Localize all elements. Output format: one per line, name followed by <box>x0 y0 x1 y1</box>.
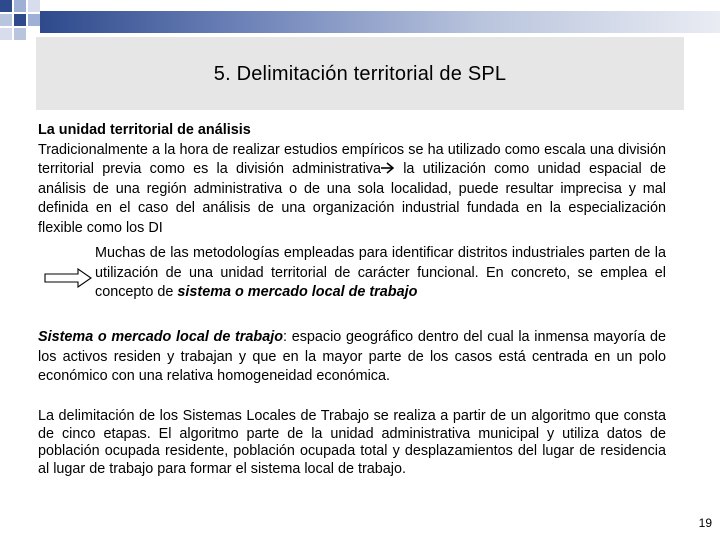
deco-square <box>14 14 26 26</box>
page-number: 19 <box>698 516 712 530</box>
deco-square <box>14 28 26 40</box>
section-definition <box>38 328 666 387</box>
paragraph-text: Tradicionalmente a la hora de realizar estudios empíricos se ha utilizado como escala una división territorial previa como es la división administrativa <box>38 141 666 178</box>
deco-square <box>0 28 12 40</box>
indented-paragraph <box>95 244 666 303</box>
paragraph <box>38 141 666 239</box>
deco-square <box>28 0 40 12</box>
deco-square <box>14 0 26 12</box>
slide-title: 5. Delimitación territorial de SPL <box>213 63 507 85</box>
title-box <box>36 37 684 110</box>
paragraph-text: Muchas de las metodologías empleadas para identificar distritos industriales parten de la utilización de una unidad territorial de carácter funcional. En concreto, se emplea el concepto de <box>95 245 666 301</box>
deco-square <box>28 14 40 26</box>
paragraph-text: la utilización como unidad espacial de análisis de una región administrativa o de una sola localidad, puede resultar imprecisa y mal definida en el caso del análisis de una organización industrial fundada en la especialización flexible como los DI <box>38 161 667 236</box>
deco-square <box>0 0 12 12</box>
deco-square <box>0 14 12 26</box>
section-delimitation <box>38 408 666 478</box>
header-band <box>40 11 720 33</box>
section-analysis-unit <box>38 121 666 239</box>
paragraph-text: La delimitación de los Sistemas Locales de Trabajo se realiza a partir de un algoritmo que consta de cinco etapas. El algoritmo parte de la unidad administrativa municipal y utiliza datos de población ocupada residente, población ocupada total y desplazamientos del lugar de residencia al lugar de trabajo para formar el sistema local de trabajo. <box>38 408 666 477</box>
block-arrow-icon <box>44 268 92 288</box>
emphasis-term: sistema o mercado local de trabajo <box>177 284 418 301</box>
right-arrow-icon <box>381 161 395 177</box>
section-heading: La unidad territorial de análisis <box>38 122 251 138</box>
definition-text: : espacio geográfico dentro del cual la inmensa mayoría de los activos residen y trabajan y que en la mayor parte de los casos está centrada en un polo económico con una relativa homogeneidad económica. <box>38 329 667 385</box>
defined-term: Sistema o mercado local de trabajo <box>38 329 283 345</box>
